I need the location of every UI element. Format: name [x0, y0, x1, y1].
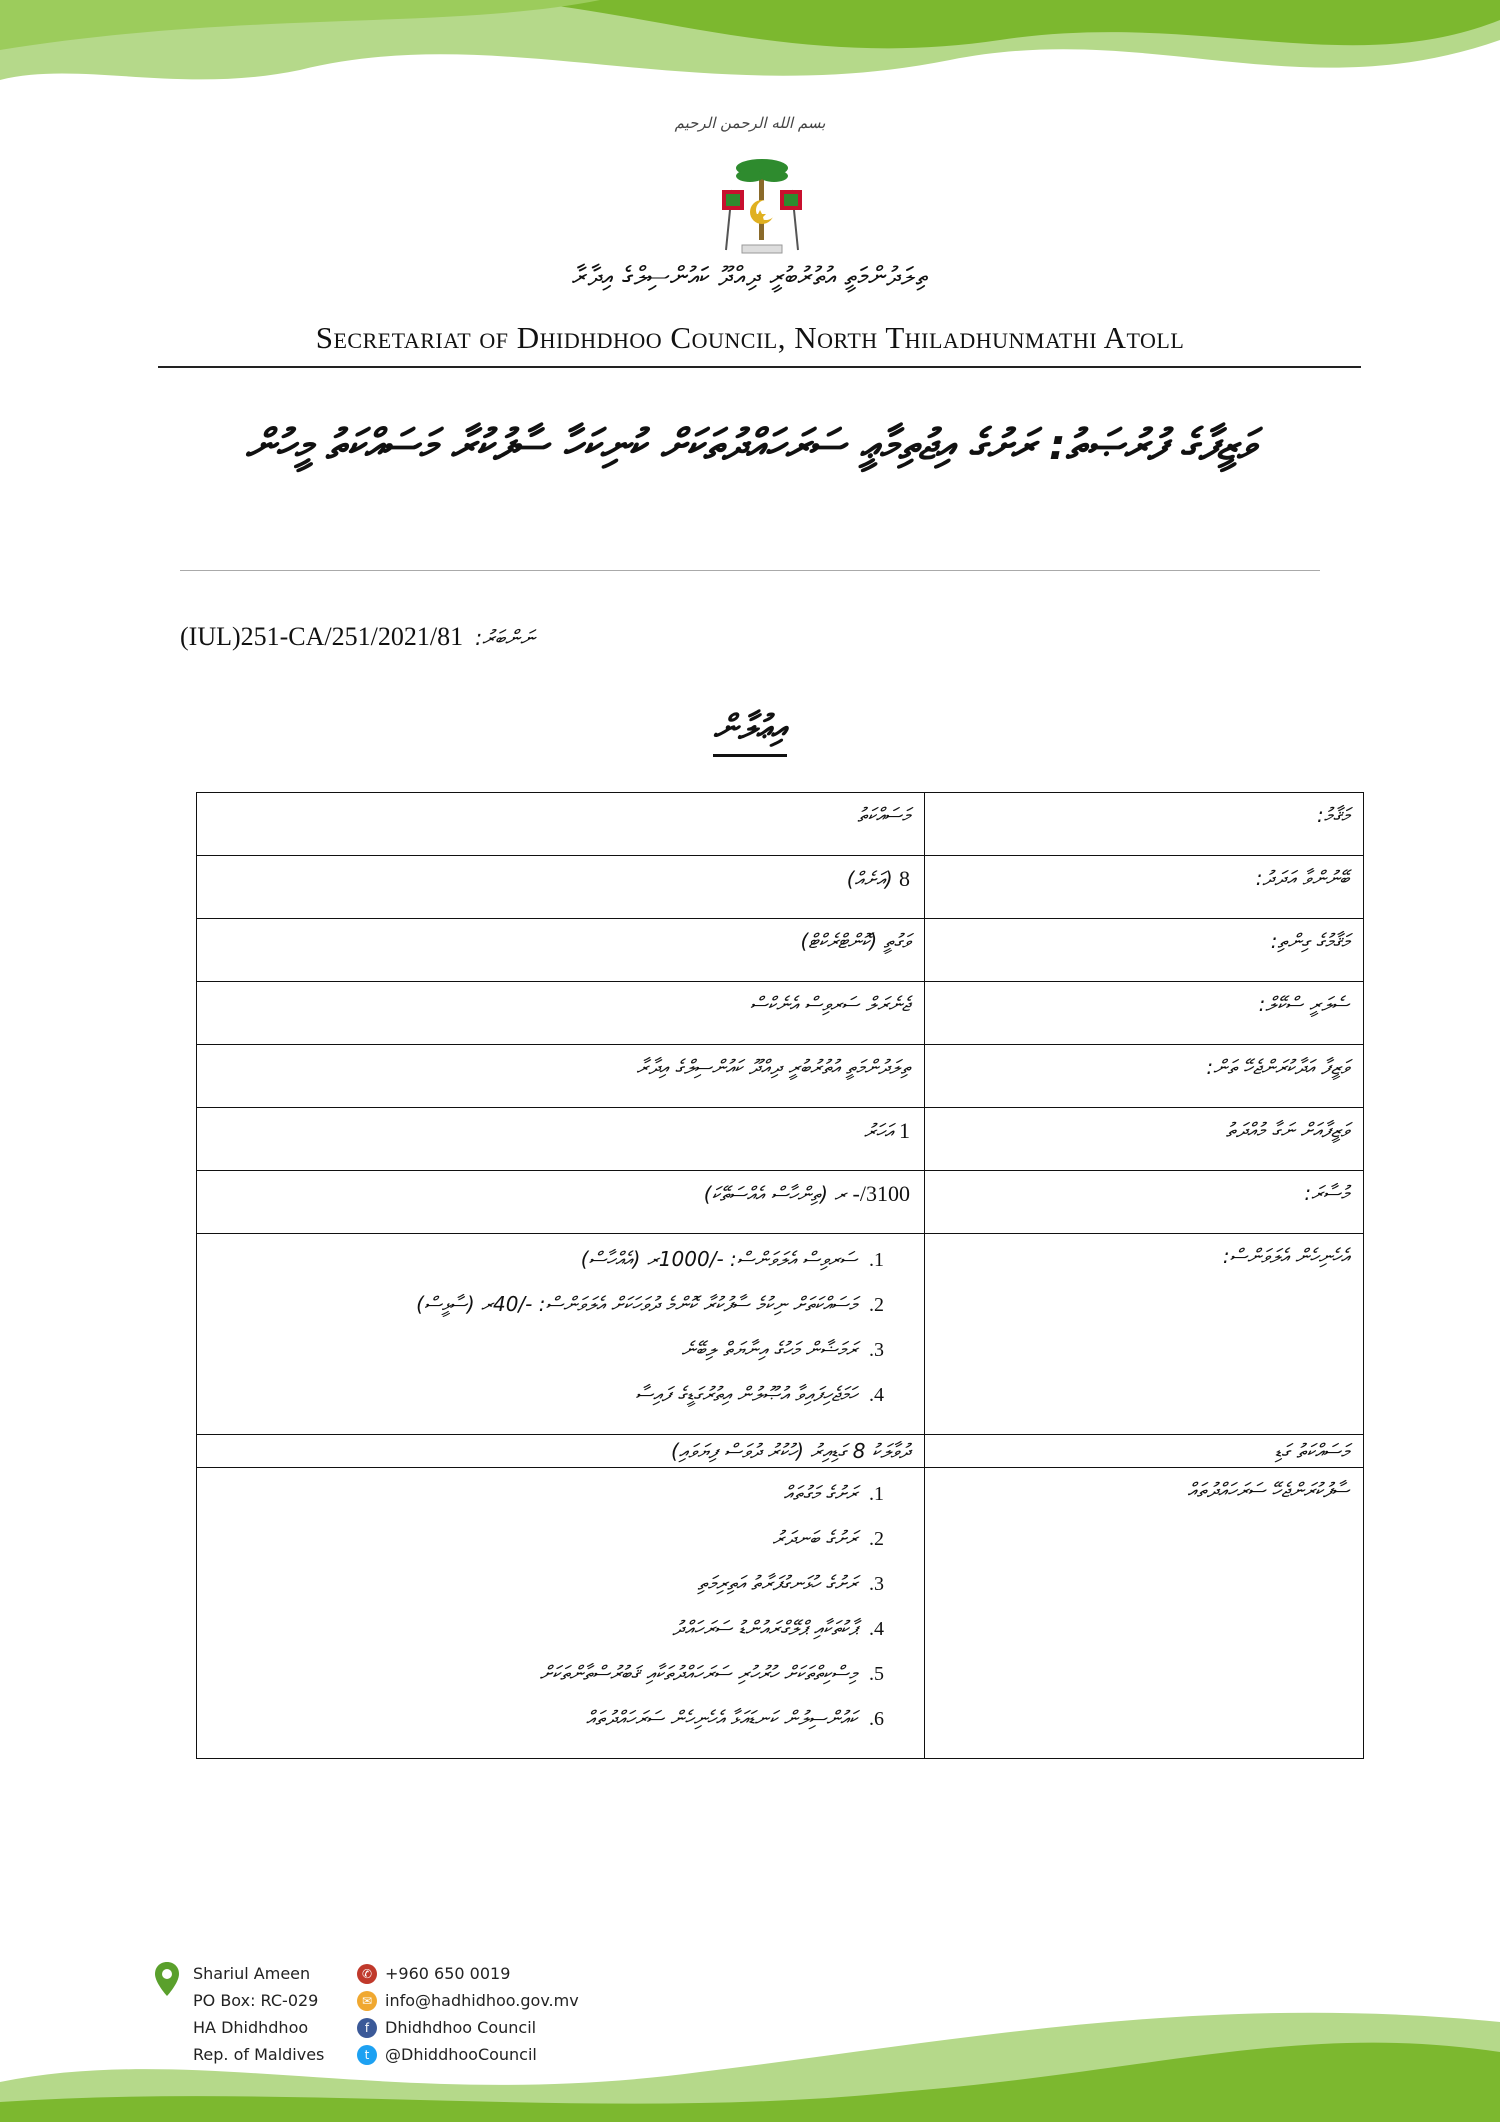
row-value: [197, 793, 925, 856]
item-text: ރަށުގެ ހުޅަނގުފަރާތު އަތިރިމަތި: [697, 1571, 857, 1595]
row-value-text: ވަގުތީ (ކޮންޓްރެކްޓް): [800, 929, 910, 953]
row-value-text: މަސައްކަތު: [857, 803, 910, 827]
allowances-row-list: [211, 1244, 910, 1410]
address-line: Shariul Ameen: [193, 1964, 311, 1983]
row-value-text: ރ (ތިންހާސް އެއްސަތޭކަ): [703, 1182, 847, 1206]
row-value: [197, 1468, 925, 1759]
facebook-icon: f: [357, 2018, 377, 2038]
table-row: [197, 1045, 1364, 1108]
table-row: [197, 1108, 1364, 1171]
item-text: ރަށުގެ މަގުތައް: [783, 1481, 857, 1505]
item-text: މިސްކިތްތަކަށް ހުރުހުރި ސަރަހައްދުތަކާއި ޤަބުރުސްތާންތަކަށް: [539, 1661, 857, 1685]
reference-number: [180, 622, 534, 652]
item-number: 4.: [869, 1384, 884, 1406]
row-label: ވަޒީފާއަށް ނަގާ މުއްދަތު: [925, 1108, 1364, 1171]
twitter-icon: t: [357, 2045, 377, 2065]
item-text: ރަށުގެ ބަނދަރު: [772, 1526, 857, 1550]
council-name-english: Secretariat of Dhidhdhoo Council, North Thiladhunmathi Atoll: [315, 320, 1185, 355]
list-item: [211, 1334, 884, 1365]
address-block: [193, 1960, 324, 2068]
row-label: ސެލަރީ ސްކޭލް:: [925, 982, 1364, 1045]
email-icon: ✉: [357, 1991, 377, 2011]
twitter-link[interactable]: @DhiddhooCouncil: [385, 2045, 537, 2064]
areas-row: [197, 1468, 1364, 1759]
reference-value: (IUL)251-CA/251/2021/81: [180, 622, 464, 651]
location-pin-icon: [155, 1962, 179, 1996]
list-item: [211, 1613, 884, 1644]
email-link[interactable]: info@hadhidhoo.gov.mv: [385, 1991, 579, 2010]
table-row: [197, 982, 1364, 1045]
list-item: [211, 1289, 884, 1320]
item-text: މަސައްކަތަށް ނިކުމެ ސާފުކުރާ ކޮންމެ ދުވަހަކަށް އެލަވަންސް: -/40ރ (ސާޅީސް): [416, 1292, 857, 1316]
row-number: 3100/-: [852, 1181, 910, 1206]
item-number: 1.: [869, 1249, 884, 1271]
item-number: 5.: [869, 1663, 884, 1685]
item-number: 3.: [869, 1339, 884, 1361]
list-item: [211, 1379, 884, 1410]
row-label: މުސާރަ:: [925, 1171, 1364, 1234]
list-item: [211, 1658, 884, 1689]
title-divider: [180, 570, 1320, 571]
table-row: [197, 856, 1364, 919]
row-label: ސާފުކުރަންޖެހޭ ސަރަހައްދުތައް: [925, 1468, 1364, 1759]
table-row: [197, 793, 1364, 856]
row-value: [197, 1045, 925, 1108]
item-text: ކައުންސިލުން ކަނޑައަޅާ އެހެނިހެން ސަރަހައްދުތައް: [585, 1706, 857, 1730]
facebook-link[interactable]: Dhidhdhoo Council: [385, 2018, 537, 2037]
item-number: 4.: [869, 1618, 884, 1640]
table-row: [197, 1171, 1364, 1234]
row-label: އެހެނިހެން އެލަވަންސް:: [925, 1234, 1364, 1435]
row-label: މަޤާމު:: [925, 793, 1364, 856]
row-value-text: ޖެނެރަލް ސަރވިސް އެނެކްސް: [749, 992, 910, 1016]
allowances-row: [197, 1234, 1364, 1435]
row-value: [197, 1108, 925, 1171]
item-number: 1.: [869, 1483, 884, 1505]
item-number: 2.: [869, 1528, 884, 1550]
header-divider: [158, 366, 1361, 368]
item-text: ހަމަޖެހިފައިވާ އުޞޫލުން އިތުރުގަޑީގެ ފައިސާ: [635, 1382, 857, 1406]
list-item: [211, 1244, 884, 1275]
heading-text: އިޢުލާން: [713, 708, 786, 757]
row-label: ބޭނުންވާ އަދަދު:: [925, 856, 1364, 919]
row-value-text: އަހަރު: [863, 1119, 893, 1143]
row-label: ވަޒީފާ އަދާކުރަންޖެހޭ ތަން:: [925, 1045, 1364, 1108]
row-value-text: (އަށެއް): [846, 867, 893, 891]
council-name-dhivehi: ތިލަދުންމަތީ އުތުރުބުރީ ދިއްދޫ ކައުންސިލްގެ އިދާރާ: [572, 262, 928, 292]
list-item: [211, 1523, 884, 1554]
address-line: Rep. of Maldives: [193, 2045, 325, 2064]
list-item: [211, 1478, 884, 1509]
item-number: 6.: [869, 1708, 884, 1730]
row-value: [197, 919, 925, 982]
announcement-title: ވަޒީފާގެ ފުރުޞަތު: ރަށުގެ އިޖުތިމާޢީ ސަރަހައްދުތަކަށް ކުނިކަހާ ސާފުކުރާ މަސައްކަތު މީހުން: [245, 420, 1255, 469]
bismillah-calligraphy: بسم الله الرحمن الرحيم: [674, 114, 826, 132]
row-value: [197, 856, 925, 919]
item-number: 3.: [869, 1573, 884, 1595]
job-details-table: [196, 792, 1364, 1759]
row-number: 8: [899, 866, 910, 891]
address-line: PO Box: RC-029: [193, 1991, 319, 2010]
row-value-text: ތިލަދުންމަތީ އުތުރުބުރީ ދިއްދޫ ކައުންސިލްގެ އިދާރާ: [636, 1055, 910, 1079]
item-text: ޕާކުތަކާއި ޕްލޭގްރައުންޑު ސަރަހައްދު: [672, 1616, 857, 1640]
row-number: 1: [899, 1118, 910, 1143]
row-value: [197, 982, 925, 1045]
phone-icon: ✆: [357, 1964, 377, 1984]
page-heading: [0, 708, 1500, 748]
row-label: މަޤާމުގެ ގިންތި:: [925, 919, 1364, 982]
contact-block: [357, 1960, 579, 2068]
phone-number[interactable]: +960 650 0019: [385, 1964, 511, 1983]
list-item: [211, 1568, 884, 1599]
row-value: [197, 1171, 925, 1234]
row-value: ދުވާލަކު 8 ގަޑިއިރު (ހުކުރު ދުވަސް ފިޔަވައި): [197, 1435, 925, 1468]
address-line: HA Dhidhdhoo: [193, 2018, 309, 2037]
maldives-emblem: [712, 150, 812, 265]
table-row: [197, 919, 1364, 982]
hours-row: [197, 1435, 1364, 1468]
item-text: ރަމަޟާން މަހުގެ އިނާޔަތް ލިބޭނެ: [681, 1337, 857, 1361]
item-text: ސަރވިސް އެލަވަންސް: -/1000ރ (އެއްހާސް): [580, 1247, 857, 1271]
list-item: [211, 1703, 884, 1734]
row-label: މަސައްކަތު ގަޑި: [925, 1435, 1364, 1468]
top-wave-decoration: [0, 0, 1500, 110]
areas-row-list: [211, 1478, 910, 1734]
row-value: [197, 1234, 925, 1435]
item-number: 2.: [869, 1294, 884, 1316]
reference-label: ނަންބަރު:: [475, 626, 535, 650]
